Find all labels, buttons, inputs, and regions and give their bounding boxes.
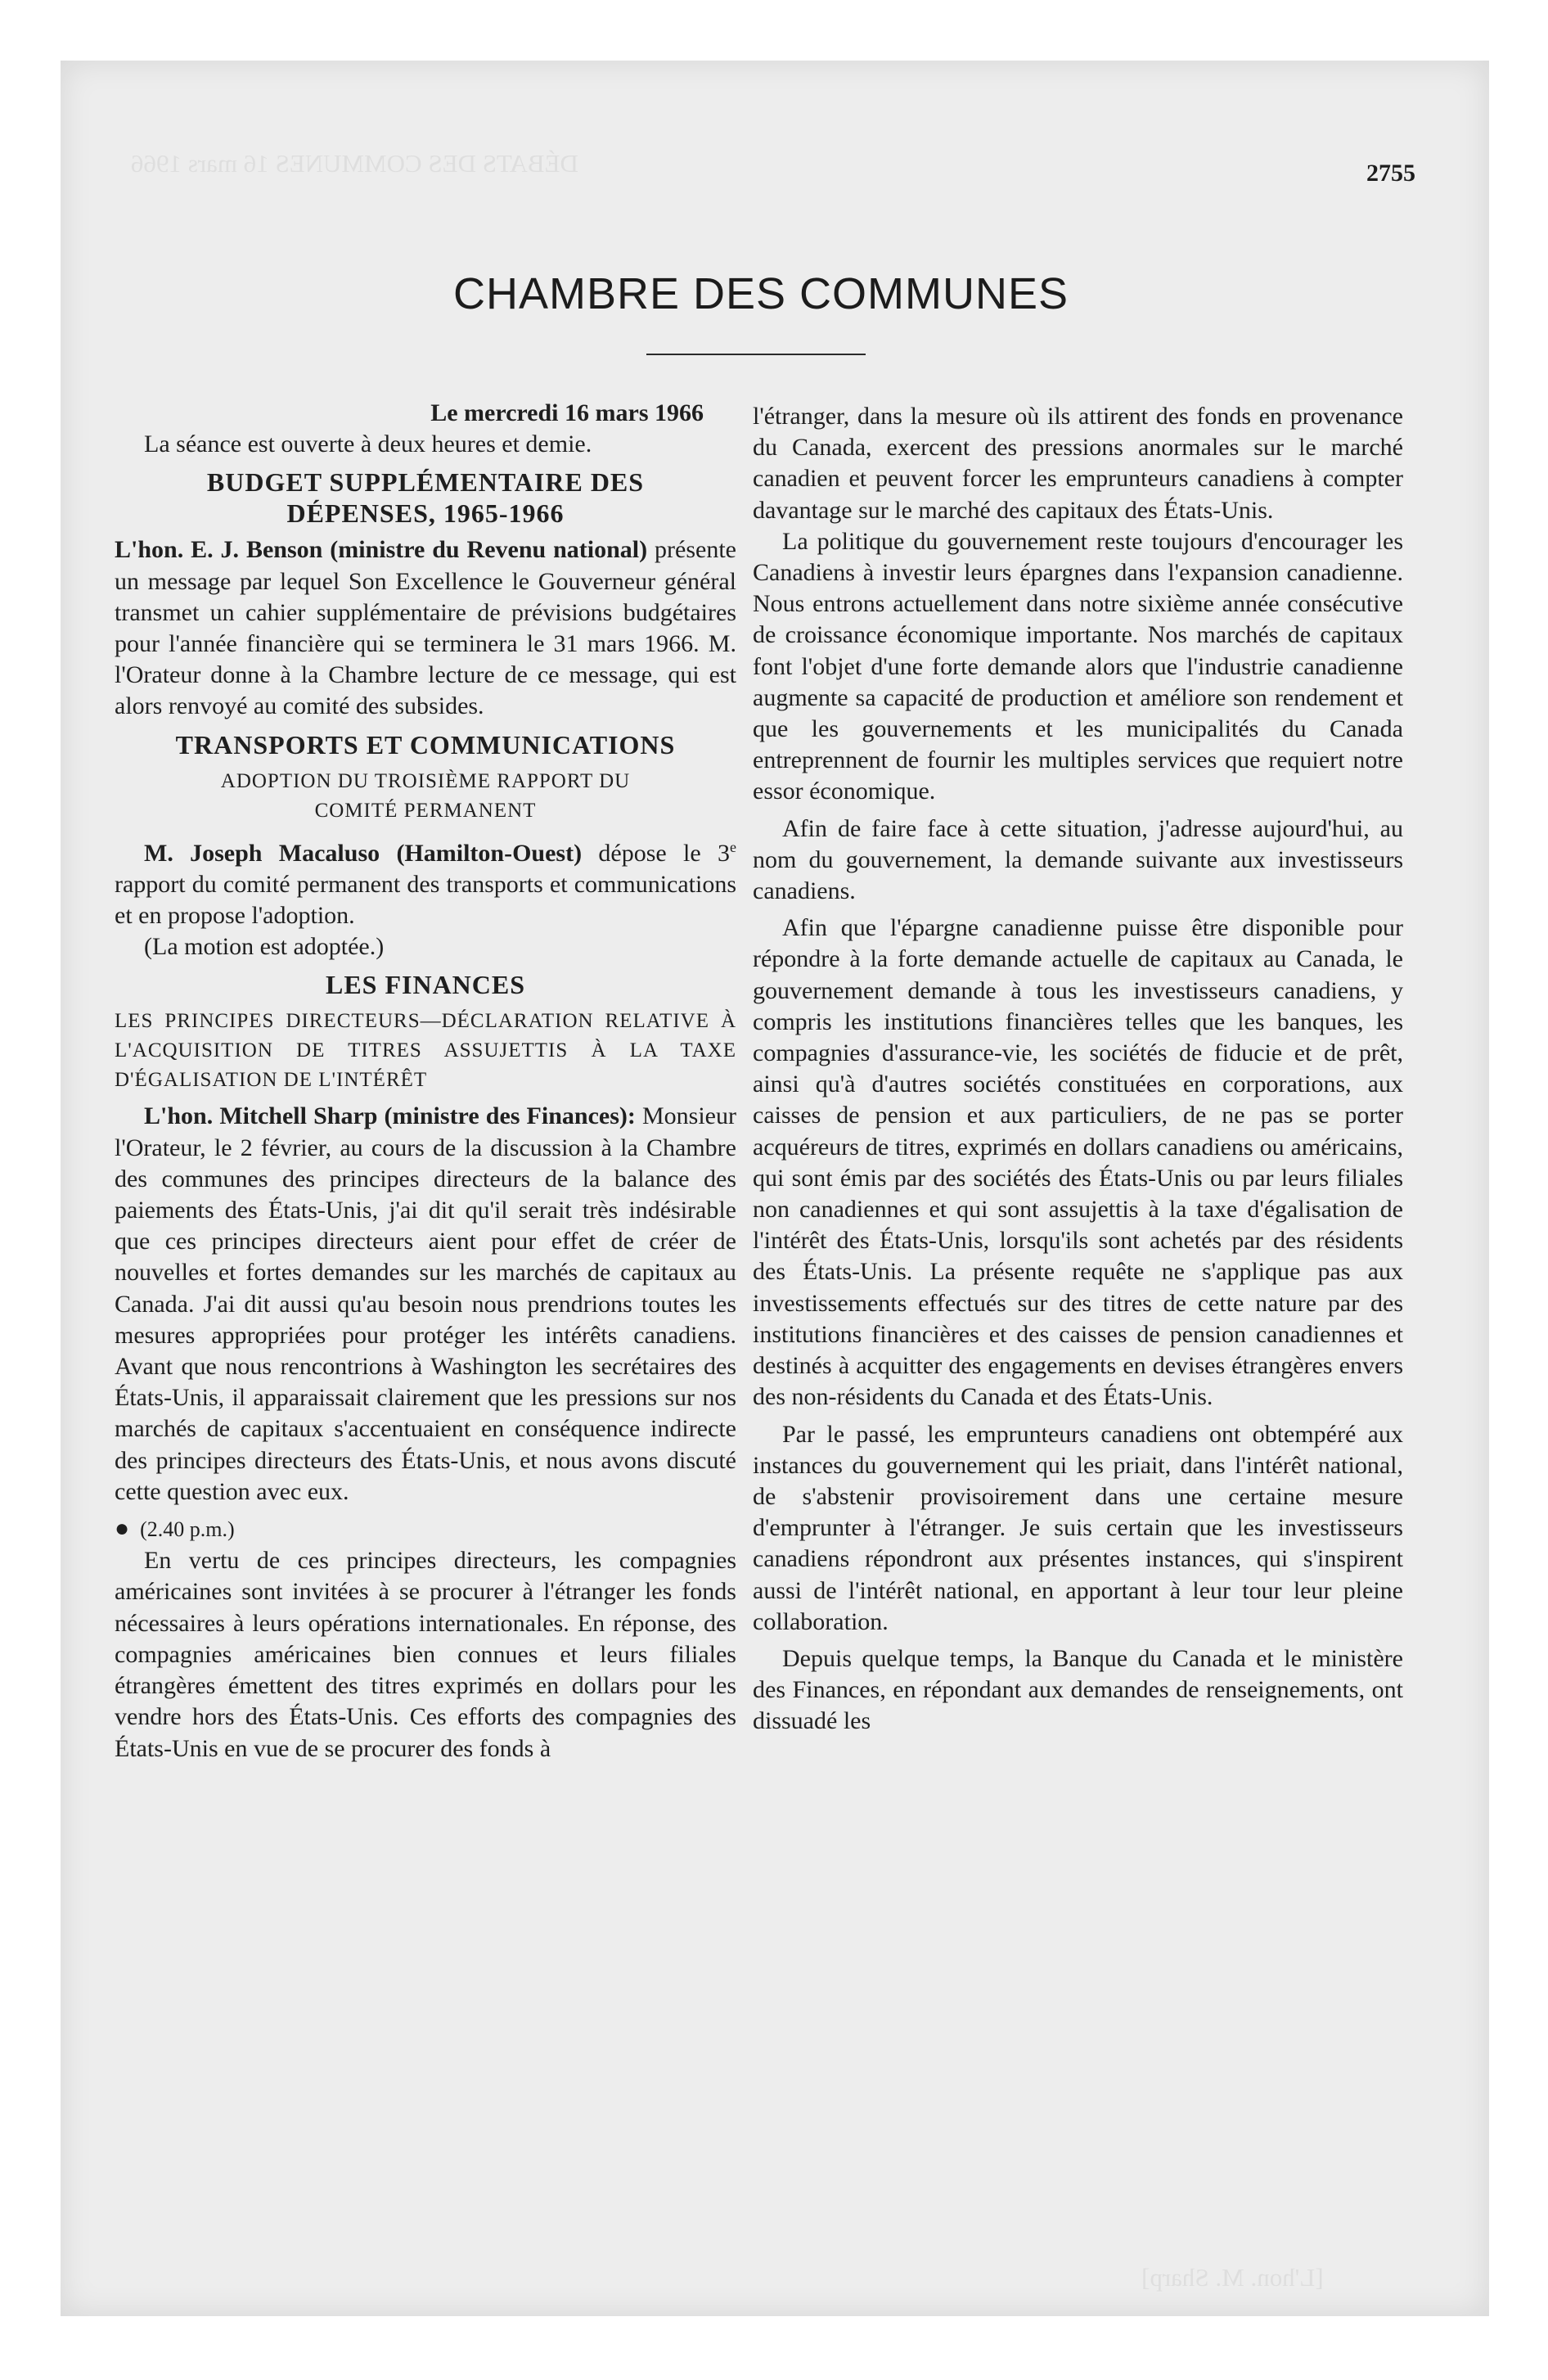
transports-subheading-line2: COMITÉ PERMANENT: [314, 799, 537, 822]
transports-text-after: rapport du comité permanent des transports et communications et en propose l'adoption.: [115, 870, 736, 930]
ordinal-superscript: e: [730, 838, 737, 855]
sharp-paragraph-2: En vertu de ces principes directeurs, les compagnies américaines sont invitées à se procurer à l'étranger les fonds nécessaires à leurs opérations internationales. En réponse, des compagnies américaines bien connues et leurs filiales étrangères émettent des titres exprimés en dollars pour les vendre hors des États-Unis. Ces efforts des compagnies des États-Unis en vue de se procurer des fonds à: [115, 1547, 736, 1762]
right-paragraph-1: l'étranger, dans la mesure où ils attirent des fonds en provenance du Canada, exercent des pressions anormales sur le marché canadien et peuvent forcer les emprunteurs canadiens à compter davantage sur le marché des capitaux des États-Unis.: [753, 403, 1403, 524]
speaker-benson: L'hon. E. J. Benson (ministre du Revenu national): [115, 536, 648, 564]
time-marker-line: [115, 1513, 736, 1545]
budget-paragraph: [115, 534, 736, 722]
motion-adopted: (La motion est adoptée.): [144, 933, 385, 961]
transports-paragraph: [115, 832, 736, 932]
bullet-icon: ●: [115, 1515, 130, 1543]
sharp-text-1: Monsieur l'Orateur, le 2 février, au cours de la discussion à la Chambre des communes des principes directeurs de la balance des paiements des États-Unis, j'ai dit qu'il serait très indésirable que ces principes directeurs aient pour effet de créer de nouvelles et fortes demandes sur les marchés de capitaux au Canada. J'ai dit aussi qu'au besoin nous prendrions toutes les mesures appropriées pour protéger les intérêts canadiens. Avant que nous rencontrions à Washington les secrétaires des États-Unis, il apparaissait clairement que les pressions sur nos marchés de capitaux s'accentuaient en conséquence indirecte des principes directeurs des États-Unis, et nous avons discuté cette question avec eux.: [115, 1102, 736, 1505]
ghost-header: DÉBATS DES COMMUNES 16 mars 1966: [131, 149, 578, 178]
sitting-opening: La séance est ouverte à deux heures et demie.: [144, 430, 592, 458]
right-column: [753, 401, 1403, 1738]
date-line: Le mercredi 16 mars 1966: [430, 399, 704, 426]
transports-heading-block: [115, 729, 736, 826]
right-paragraph-3: Afin de faire face à cette situation, j'adresse aujourd'hui, au nom du gouvernement, la demande suivante aux investisseurs canadiens.: [753, 814, 1403, 905]
budget-heading: [115, 467, 736, 529]
speaker-macaluso: M. Joseph Macaluso (Hamilton-Ouest): [144, 839, 583, 867]
time-marker: (2.40 p.m.): [140, 1517, 235, 1542]
finances-heading-block: [115, 969, 736, 1095]
right-paragraph-5: Par le passé, les emprunteurs canadiens ont obtempéré aux instances du gouvernement qui les priait, dans l'intérêt national, de s'abstenir provisoirement dans une certaine mesure d'emprunter à l'étranger. Je suis certain que les investisseurs canadiens répondront aux présentes instances, qui s'inspirent aussi de l'intérêt national, en apportant à leur tour leur pleine collaboration.: [753, 1420, 1403, 1635]
transports-text-before: dépose le 3: [598, 839, 731, 867]
budget-heading-line2: DÉPENSES, 1965-1966: [286, 498, 565, 529]
page-number: 2755: [1366, 160, 1415, 187]
budget-heading-line1: BUDGET SUPPLÉMENTAIRE DES: [206, 467, 645, 498]
right-paragraph-4: Afin que l'épargne canadienne puisse être disponible pour répondre à la forte demande actuelle de capitaux au Canada, le gouvernement demande à tous les investisseurs canadiens, y compris les institutions financières telles que les banques, les compagnies d'assurance-vie, les sociétés de fiducie et de prêt, ainsi qu'à d'autres sociétés constituées en corporations, aux caisses de pension et aux particuliers, de ne pas se porter acquéreurs de titres, exprimés en dollars canadiens ou américains, qui sont émis par des sociétés des États-Unis ou par leurs filiales non canadiennes et qui sont assujettis à la taxe d'égalisation de l'intérêt des États-Unis, lorsqu'ils sont achetés par des résidents des États-Unis. La présente requête ne s'applique pas aux investissements effectués sur des titres de cette nature par des institutions financières et des caisses de pension canadiennes et destinés à acquitter des engagements en devises étrangères envers des non-résidents du Canada et des États-Unis.: [753, 914, 1403, 1411]
title-rule: [646, 354, 866, 355]
speaker-sharp: L'hon. Mitchell Sharp (ministre des Finances):: [144, 1102, 636, 1130]
finances-heading: LES FINANCES: [325, 970, 526, 1000]
right-paragraph-2: La politique du gouvernement reste toujours d'encourager les Canadiens à investir leurs épargnes dans l'expansion canadienne. Nous entrons actuellement dans notre sixième année consécutive de croissance économique importante. Nos marchés de capitaux font l'objet d'une forte demande alors que l'industrie canadienne augmente sa capacité de production et améliore son rendement et que les gouvernements et les municipalités du Canada entreprennent de fournir les multiples services que requiert notre essor économique.: [753, 527, 1403, 805]
left-column: [115, 398, 736, 1765]
sharp-paragraph-1: [115, 1101, 736, 1508]
page-title: CHAMBRE DES COMMUNES: [452, 269, 1069, 318]
right-paragraph-6: Depuis quelque temps, la Banque du Canada et le ministère des Finances, en répondant aux demandes de renseignements, ont dissuadé les: [753, 1644, 1403, 1735]
transports-subheading-line1: ADOPTION DU TROISIÈME RAPPORT DU: [220, 769, 631, 792]
finances-subheading: LES PRINCIPES DIRECTEURS—DÉCLARATION RELATIVE À L'ACQUISITION DE TITRES ASSUJETTIS À LA TAXE D'ÉGALISATION DE L'INTÉRÊT: [115, 1010, 736, 1092]
ghost-footer: [L'hon. M. Sharp]: [1141, 2263, 1324, 2292]
transports-heading: TRANSPORTS ET COMMUNICATIONS: [175, 729, 676, 760]
budget-text: présente un message par lequel Son Excellence le Gouverneur général transmet un cahier supplémentaire de prévisions budgétaires pour l'année financière qui se terminera le 31 mars 1966. M. l'Orateur donne à la Chambre lecture de ce message, qui est alors renvoyé au comité des subsides.: [115, 536, 736, 720]
